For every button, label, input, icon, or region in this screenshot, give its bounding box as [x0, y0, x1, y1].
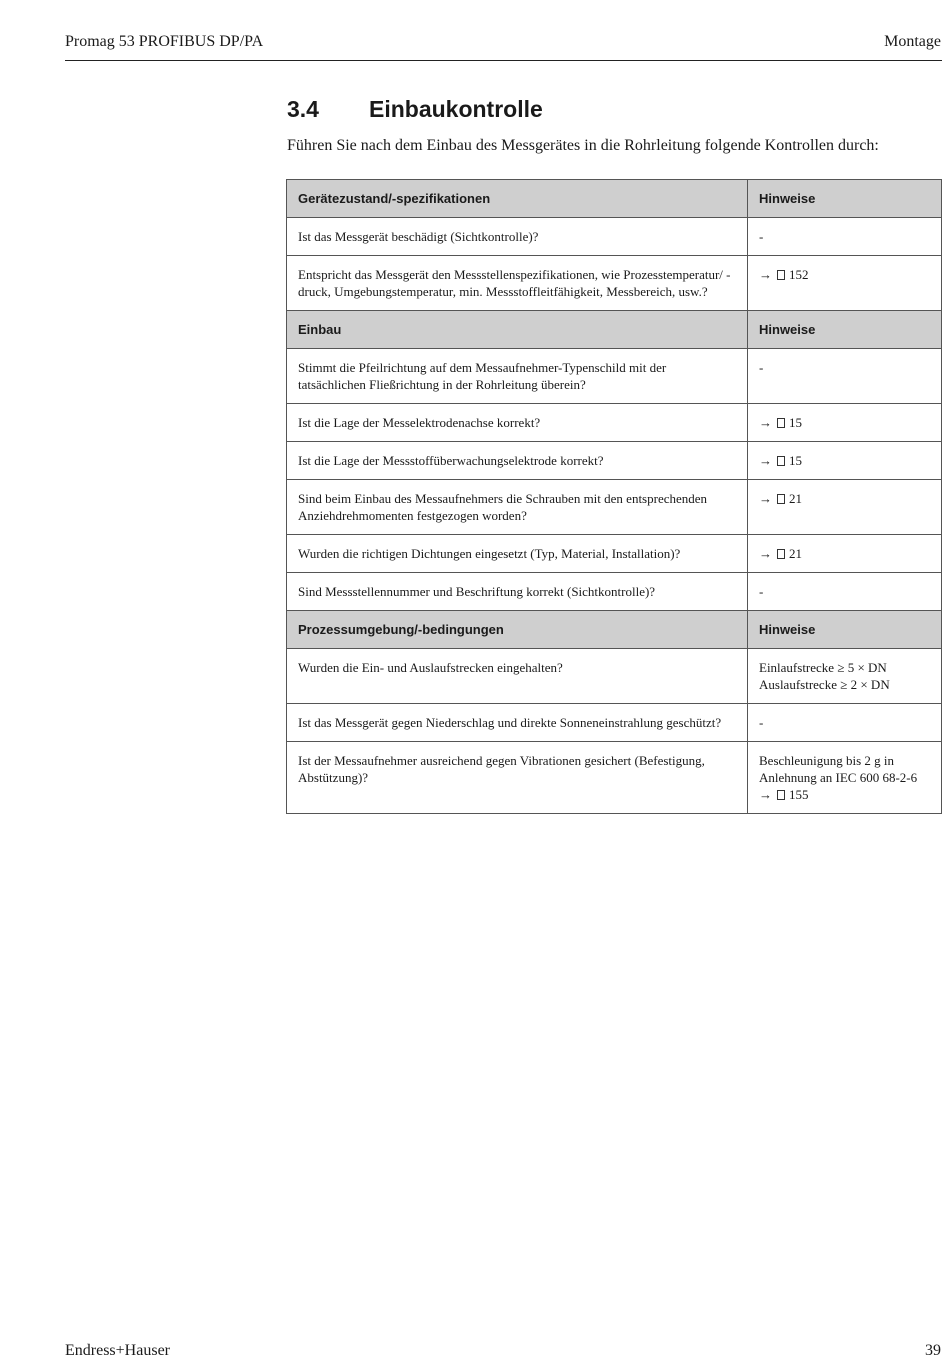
installation-check-table: [286, 179, 942, 814]
hint-heading: Hinweise: [748, 611, 942, 649]
hint-text: -: [748, 573, 942, 611]
table-row: [287, 256, 942, 311]
table-row: [287, 404, 942, 442]
header-rule: [65, 60, 942, 61]
check-text: Stimmt die Pfeilrichtung auf dem Messaufnehmer-Typenschild mit der tatsächlichen Fließrichtung in der Rohrleitung überein?: [287, 349, 748, 404]
table-group-header: [287, 311, 942, 349]
hint-line: Anlehnung an IEC 600 68-2-6: [759, 770, 918, 785]
hint-heading: Hinweise: [748, 311, 942, 349]
check-text: Sind beim Einbau des Messaufnehmers die Schrauben mit den entsprechenden Anziehdrehmomenten festgezogen worden?: [287, 480, 748, 535]
table-row: [287, 649, 942, 704]
page-icon: [777, 790, 785, 800]
table-row: [287, 349, 942, 404]
page-icon: [777, 494, 785, 504]
page-reference: [748, 442, 942, 480]
page-number: 21: [789, 546, 802, 561]
page-reference: [748, 535, 942, 573]
table-group-header: [287, 611, 942, 649]
check-text: Ist die Lage der Messstoffüberwachungselektrode korrekt?: [287, 442, 748, 480]
hint-text: -: [748, 349, 942, 404]
section-heading: [287, 96, 543, 123]
arrow-right-icon: →: [759, 267, 772, 282]
check-text: Ist der Messaufnehmer ausreichend gegen Vibrationen gesichert (Befestigung, Abstützung)?: [287, 742, 748, 814]
check-text: Ist das Messgerät gegen Niederschlag und direkte Sonneneinstrahlung geschützt?: [287, 704, 748, 742]
group-heading: Gerätezustand/-spezifikationen: [287, 180, 748, 218]
running-header-chapter: Montage: [884, 33, 941, 50]
page-number: 21: [789, 491, 802, 506]
hint-heading: Hinweise: [748, 180, 942, 218]
page-icon: [777, 549, 785, 559]
table-row: [287, 573, 942, 611]
arrow-right-icon: →: [759, 787, 772, 802]
group-heading: Einbau: [287, 311, 748, 349]
table-group-header: [287, 180, 942, 218]
hint-line: Einlaufstrecke ≥ 5 × DN: [759, 660, 887, 675]
table-row: [287, 535, 942, 573]
arrow-right-icon: →: [759, 453, 772, 468]
check-text: Ist das Messgerät beschädigt (Sichtkontrolle)?: [287, 218, 748, 256]
page-reference: [748, 480, 942, 535]
page-reference: [759, 786, 930, 803]
hint-text: [748, 649, 942, 704]
hint-line: Auslaufstrecke ≥ 2 × DN: [759, 677, 890, 692]
running-header-title: Promag 53 PROFIBUS DP/PA: [65, 33, 264, 50]
table-row: [287, 704, 942, 742]
hint-text: -: [748, 704, 942, 742]
page-number: 15: [789, 415, 802, 430]
arrow-right-icon: →: [759, 491, 772, 506]
page-number: 15: [789, 453, 802, 468]
arrow-right-icon: →: [759, 546, 772, 561]
page-icon: [777, 270, 785, 280]
intro-paragraph: Führen Sie nach dem Einbau des Messgerätes in die Rohrleitung folgende Kontrollen durch:: [287, 137, 879, 154]
table-row: [287, 742, 942, 814]
page-icon: [777, 456, 785, 466]
table-row: [287, 218, 942, 256]
hint-line: Beschleunigung bis 2 g in: [759, 753, 895, 768]
arrow-right-icon: →: [759, 415, 772, 430]
check-text: Ist die Lage der Messelektrodenachse korrekt?: [287, 404, 748, 442]
section-number: 3.4: [287, 96, 319, 122]
check-text: Entspricht das Messgerät den Messstellenspezifikationen, wie Prozesstemperatur/ -druck, Umgebungstemperatur, min. Messstoffleitfähigkeit, Messbereich, usw.?: [287, 256, 748, 311]
hint-text: [748, 742, 942, 814]
check-text: Wurden die richtigen Dichtungen eingesetzt (Typ, Material, Installation)?: [287, 535, 748, 573]
footer-brand: Endress+Hauser: [65, 1342, 170, 1359]
check-text: Sind Messstellennummer und Beschriftung korrekt (Sichtkontrolle)?: [287, 573, 748, 611]
page-number: 152: [789, 267, 809, 282]
hint-text: -: [748, 218, 942, 256]
table-row: [287, 442, 942, 480]
page-reference: [748, 404, 942, 442]
page-number: 155: [789, 787, 809, 802]
table-row: [287, 480, 942, 535]
section-title: Einbaukontrolle: [369, 96, 543, 122]
page-number-footer: 39: [925, 1342, 941, 1359]
check-text: Wurden die Ein- und Auslaufstrecken eingehalten?: [287, 649, 748, 704]
page-reference: [748, 256, 942, 311]
group-heading: Prozessumgebung/-bedingungen: [287, 611, 748, 649]
page-icon: [777, 418, 785, 428]
